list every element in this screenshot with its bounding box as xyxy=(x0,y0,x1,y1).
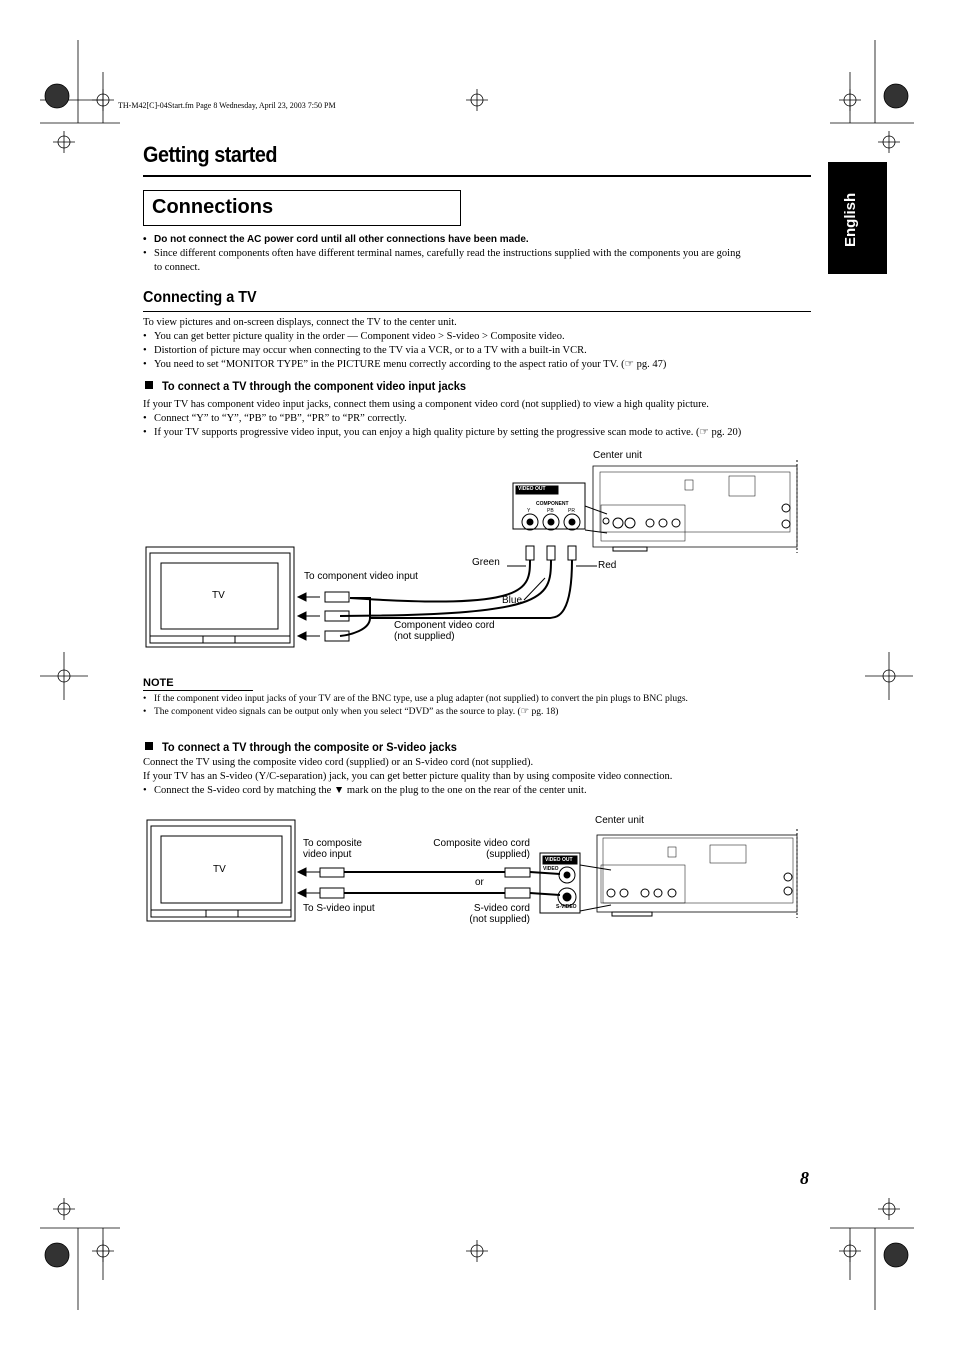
to-component-input-label: To component video input xyxy=(304,571,418,582)
component-bullet: If your TV supports progressive video input, you can enjoy a high quality picture by setting the progressive scan mode to active. (☞ pg. 20) xyxy=(154,427,742,438)
bullet-dot: • xyxy=(143,234,147,245)
square-bullet-icon xyxy=(145,742,153,750)
sub-heading: Connecting a TV xyxy=(143,289,257,306)
video-out-tag: VIDEO OUT xyxy=(545,857,573,863)
note-title: NOTE xyxy=(143,677,174,689)
pr-tag: PR xyxy=(568,508,575,514)
center-unit-label: Center unit xyxy=(593,450,642,461)
to-svideo-label: To S-video input xyxy=(303,903,375,914)
red-label: Red xyxy=(598,560,617,571)
composite-line: Connect the TV using the composite video cord (supplied) or an S-video cord (not supplied). xyxy=(143,757,534,768)
pb-tag: PB xyxy=(547,508,554,514)
sub-divider xyxy=(143,311,811,312)
center-unit-label: Center unit xyxy=(595,815,644,826)
title-divider xyxy=(143,175,811,177)
svideo-cord-note: (not supplied) xyxy=(469,914,530,925)
blue-label: Blue xyxy=(502,595,523,606)
composite-heading: To connect a TV through the composite or S-video jacks xyxy=(162,740,457,754)
tv-bullet: You need to set “MONITOR TYPE” in the PICTURE menu correctly according to the aspect ratio of your TV. (☞ pg. 47) xyxy=(154,359,667,370)
component-bullet: Connect “Y” to “Y”, “PB” to “PB”, “PR” to “PR” correctly. xyxy=(154,413,407,424)
bullet-dot: • xyxy=(143,359,147,370)
component-tag: COMPONENT xyxy=(536,501,569,507)
tv-bullet: You can get better picture quality in the order — Component video > S-video > Composite video. xyxy=(154,331,565,342)
svideo-cord-label: S-video cord xyxy=(473,903,530,914)
video-out-tag: VIDEO OUT xyxy=(518,486,546,492)
language-tab-label: English xyxy=(842,192,859,247)
warning-bullet: Do not connect the AC power cord until all other connections have been made. xyxy=(154,234,529,245)
page-number: 8 xyxy=(800,1168,809,1188)
tv-label: TV xyxy=(213,864,226,875)
bullet-dot: • xyxy=(143,331,147,342)
to-composite-label: To composite xyxy=(303,838,362,849)
tv-label: TV xyxy=(212,590,225,601)
bullet-dot: • xyxy=(143,694,147,704)
component-text: If your TV has component video input jacks, connect them using a component video cord (not supplied) to view a high quality picture. xyxy=(143,399,709,410)
y-tag: Y xyxy=(527,508,531,514)
note-bullet: If the component video input jacks of your TV are of the BNC type, use a plug adapter (not supplied) to convert the pin plugs to BNC plugs. xyxy=(154,694,688,704)
composite-bullet: Connect the S-video cord by matching the ▼ mark on the plug to the one on the rear of the center unit. xyxy=(154,785,587,796)
tv-intro: To view pictures and on-screen displays, connect the TV to the center unit. xyxy=(143,317,457,328)
file-header: TH-M42[C]-04Start.fm Page 8 Wednesday, April 23, 2003 7:50 PM xyxy=(118,101,336,110)
tv-bullet: Distortion of picture may occur when connecting to the TV via a VCR, or to a TV with a built-in VCR. xyxy=(154,345,587,356)
intro-bullet: Since different components often have different terminal names, carefully read the instructions supplied with the components you are going xyxy=(154,248,741,259)
component-heading: To connect a TV through the component video input jacks xyxy=(162,379,467,393)
green-label: Green xyxy=(472,557,500,568)
bullet-dot: • xyxy=(143,345,147,356)
bullet-dot: • xyxy=(143,707,147,717)
section-title: Connections xyxy=(152,196,274,218)
bullet-dot: • xyxy=(143,427,147,438)
component-cord-note: (not supplied) xyxy=(394,631,455,642)
composite-cord-label: Composite video cord xyxy=(433,838,530,849)
composite-line: If your TV has an S-video (Y/C-separation) jack, you can get better picture quality than by using composite video connection. xyxy=(143,771,673,782)
note-divider xyxy=(143,690,253,691)
page-title: Getting started xyxy=(143,142,278,167)
intro-bullet-cont: to connect. xyxy=(154,262,201,273)
composite-cord-note: (supplied) xyxy=(486,849,530,860)
square-bullet-icon xyxy=(145,381,153,389)
to-composite-label-2: video input xyxy=(303,849,352,860)
bullet-dot: • xyxy=(143,413,147,424)
svideo-tag: S-VIDEO xyxy=(556,904,577,910)
bullet-dot: • xyxy=(143,248,147,259)
bullet-dot: • xyxy=(143,785,147,796)
video-tag: VIDEO xyxy=(543,866,559,872)
note-bullet: The component video signals can be output only when you select “DVD” as the source to play. (☞ pg. 18) xyxy=(154,707,559,717)
or-label: or xyxy=(475,877,484,888)
component-cord-label: Component video cord xyxy=(394,620,495,631)
